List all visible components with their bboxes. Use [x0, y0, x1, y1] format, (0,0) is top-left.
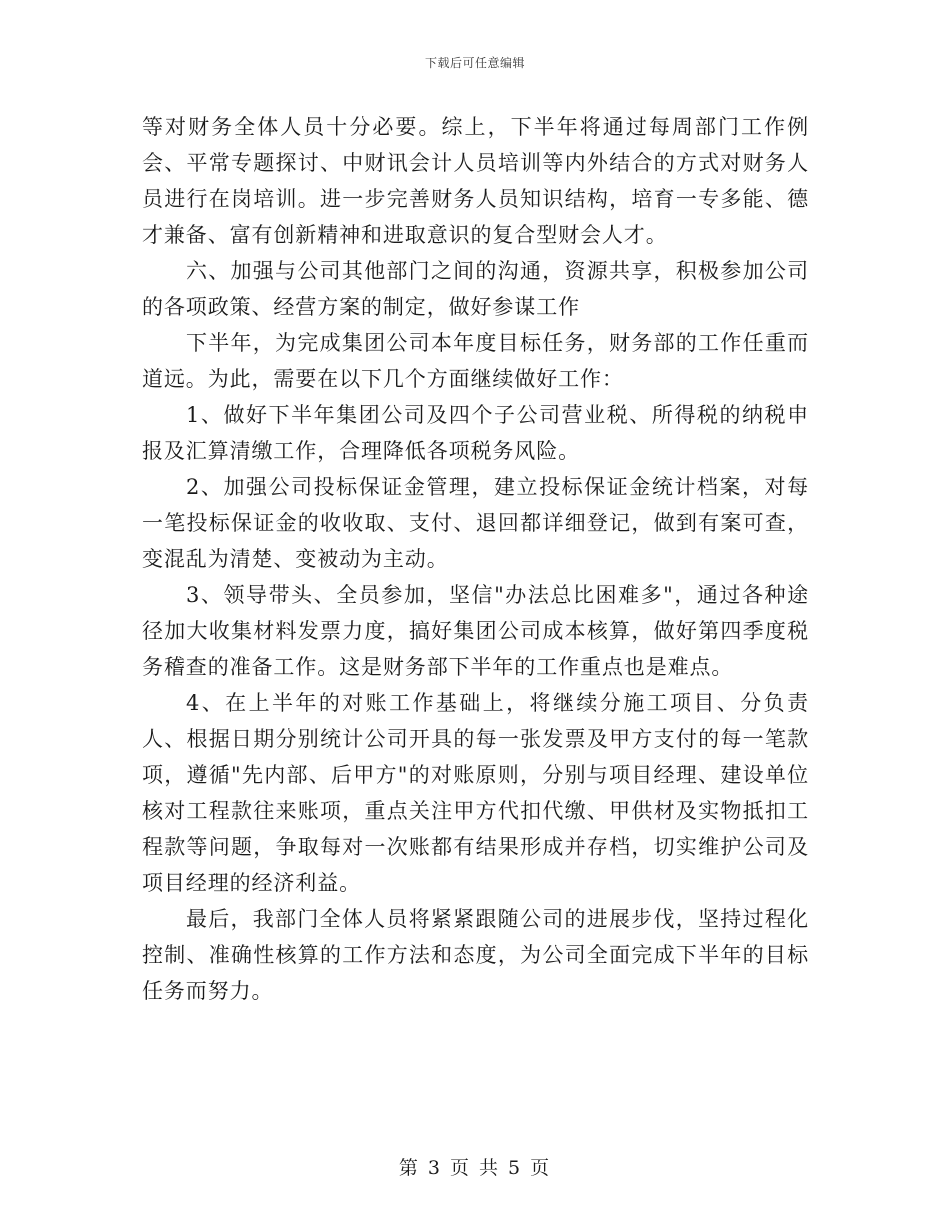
list-item: 2、加强公司投标保证金管理，建立投标保证金统计档案，对每一笔投标保证金的收收取、支付、退回都详细登记，做到有案可查，变混乱为清楚、变被动为主动。 — [142, 475, 809, 571]
paragraph: 下半年，为完成集团公司本年度目标任务，财务部的工作任重而道远。为此，需要在以下几个方面继续做好工作： — [142, 331, 809, 391]
list-item: 4、在上半年的对账工作基础上，将继续分施工项目、分负责人、根据日期分别统计公司开具的每一张发票及甲方支付的每一笔款项，遵循"先内部、后甲方"的对账原则，分别与项目经理、建设单位核对工程款往来账项，重点关注甲方代扣代缴、甲供材及实物抵扣工程款等问题，争取每对一次账都有结果形成并存档，切实维护公司及项目经理的经济利益。 — [142, 691, 809, 895]
page-header: 下载后可任意编辑 — [424, 56, 525, 70]
document-body — [142, 109, 809, 1009]
paragraph: 最后，我部门全体人员将紧紧跟随公司的进展步伐，坚持过程化控制、准确性核算的工作方法和态度，为公司全面完成下半年的目标任务而努力。 — [142, 907, 809, 1003]
section-heading: 六、加强与公司其他部门之间的沟通，资源共享，积极参加公司的各项政策、经营方案的制定，做好参谋工作 — [142, 259, 809, 319]
list-item: 3、领导带头、全员参加，坚信"办法总比困难多"，通过各种途径加大收集材料发票力度，搞好集团公司成本核算，做好第四季度税务稽查的准备工作。这是财务部下半年的工作重点也是难点。 — [142, 583, 809, 679]
page-number: 第 3 页 共 5 页 — [398, 1157, 552, 1179]
list-item: 1、做好下半年集团公司及四个子公司营业税、所得税的纳税申报及汇算清缴工作，合理降低各项税务风险。 — [142, 403, 809, 463]
paragraph: 等对财务全体人员十分必要。综上，下半年将通过每周部门工作例会、平常专题探讨、中财讯会计人员培训等内外结合的方式对财务人员进行在岗培训。进一步完善财务人员知识结构，培育一专多能、德才兼备、富有创新精神和进取意识的复合型财会人才。 — [142, 115, 809, 247]
